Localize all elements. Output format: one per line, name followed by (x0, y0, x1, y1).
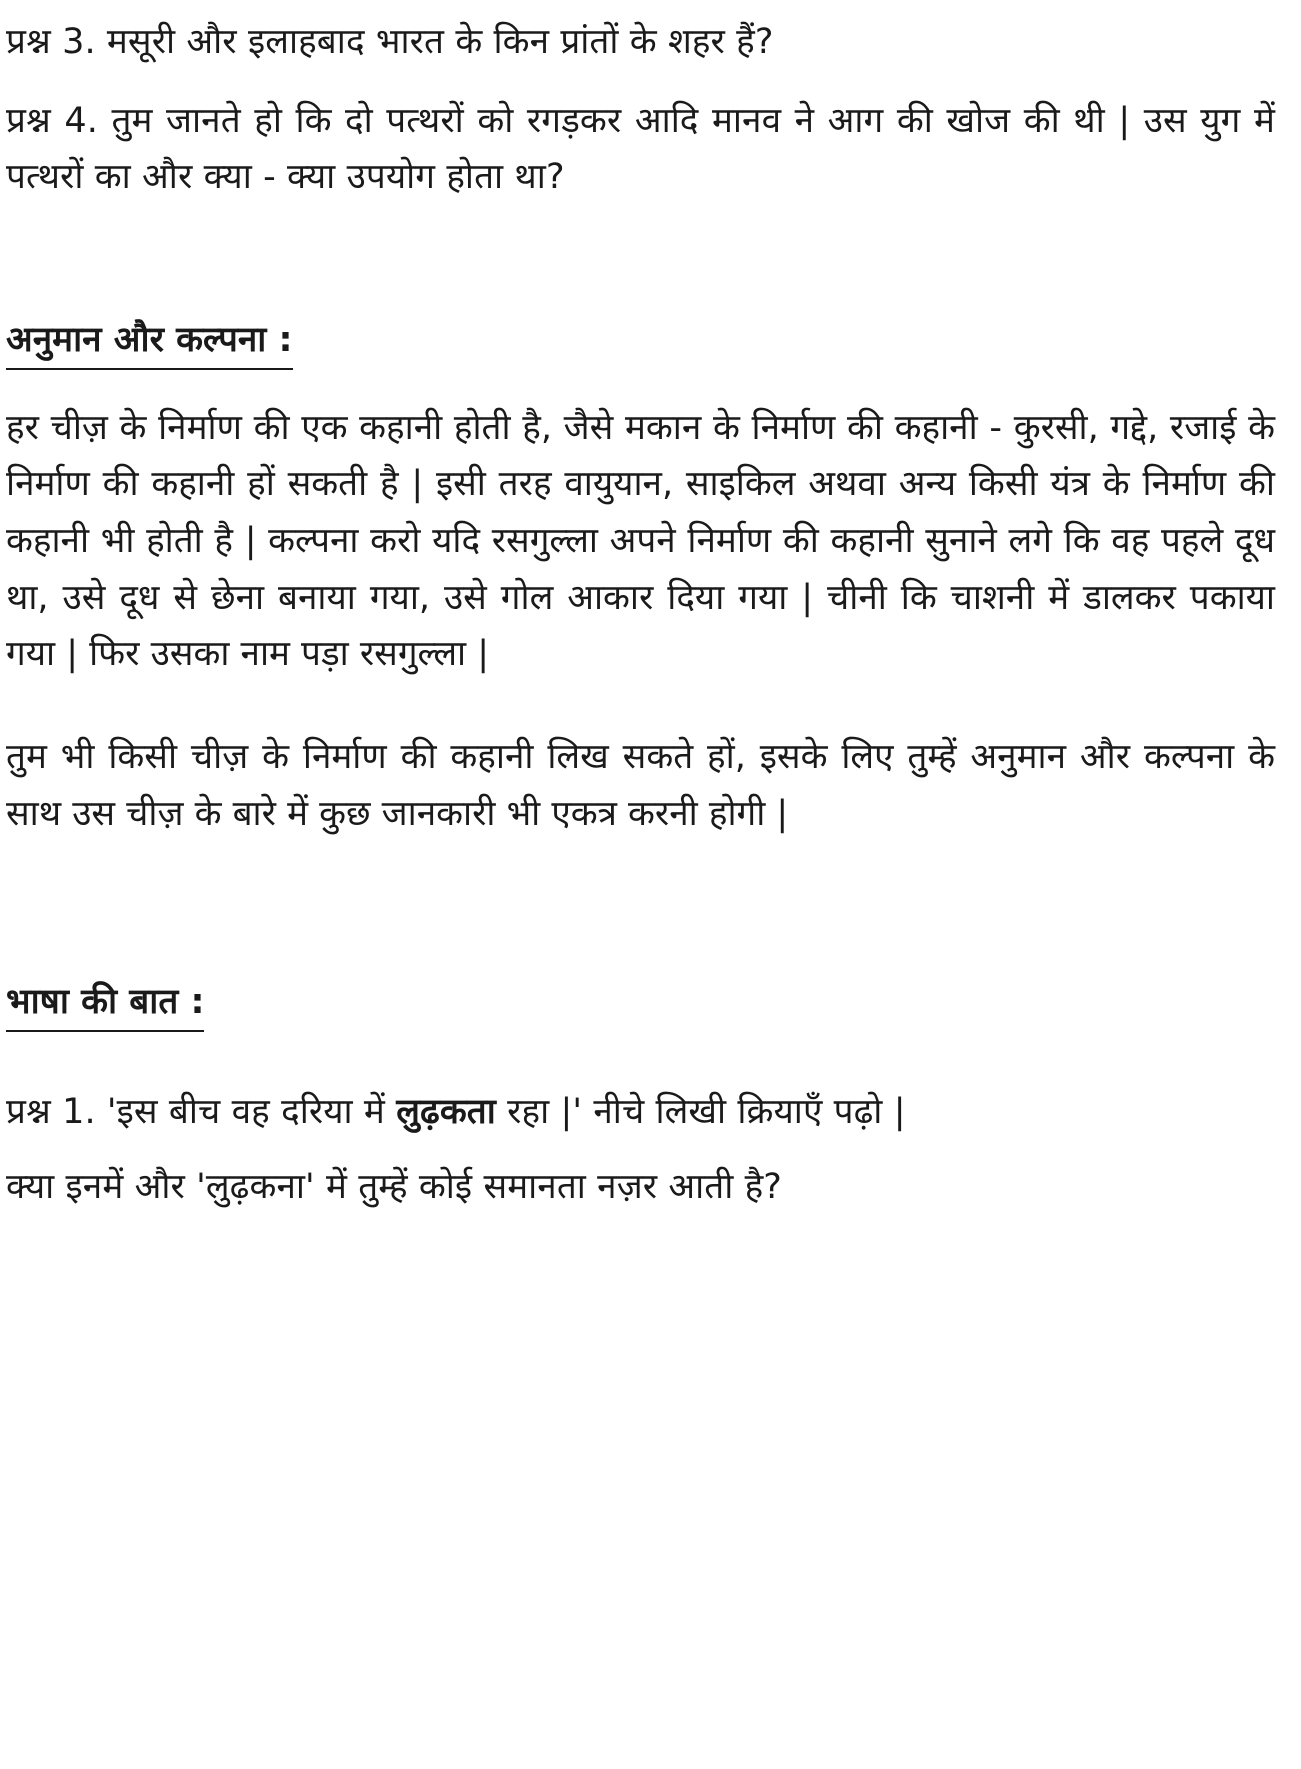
question-4-block (6, 93, 1275, 206)
section-heading-anuman: अनुमान और कल्पना : (6, 314, 293, 370)
bhasha-question-1-line-1 (6, 1084, 1275, 1141)
anuman-paragraph-2: तुम भी किसी चीज़ के निर्माण की कहानी लिख सकते हों, इसके लिए तुम्हें अनुमान और कल्पना के साथ उस चीज़ के बारे में कुछ जानकारी भी एकत्र करनी होगी | (6, 737, 1275, 834)
bhasha-q1-bold-word: लुढ़कता (396, 1091, 496, 1132)
spacer-below-heading-anuman (6, 370, 1275, 400)
question-3-block (6, 14, 1275, 71)
section-bhasha-ki-baat (6, 976, 1275, 1215)
spacer-after-questions (6, 228, 1275, 314)
anuman-paragraph-1: हर चीज़ के निर्माण की एक कहानी होती है, जैसे मकान के निर्माण की कहानी - कुरसी, गद्दे, रजाई के निर्माण की कहानी हों सकती है | इसी तरह वायुयान, साइकिल अथवा अन्य किसी यंत्र के निर्माण की कहानी भी होती है | कल्पना करो यदि रसगुल्ला अपने निर्माण की कहानी सुनाने लगे कि वह पहले दूध था, उसे दूध से छेना बनाया गया, उसे गोल आकार दिया गया | चीनी कि चाशनी में डालकर पकाया गया | फिर उसका नाम पड़ा रसगुल्ला | (6, 407, 1275, 675)
section-anuman-aur-kalpana (6, 314, 1275, 842)
bhasha-q1-part-1: प्रश्न 1. 'इस बीच वह दरिया में (6, 1091, 397, 1132)
bhasha-question-1-line-2: क्या इनमें और 'लुढ़कना' में तुम्हें कोई समानता नज़र आती है? (6, 1166, 782, 1207)
spacer-between-anuman-paragraphs (6, 699, 1275, 729)
question-4-text: प्रश्न 4. तुम जानते हो कि दो पत्थरों को रगड़कर आदि मानव ने आग की खोज की थी | उस युग में पत्थरों का और क्या - क्या उपयोग होता था? (6, 100, 1275, 198)
bhasha-q1-part-2: रहा |' नीचे लिखी क्रियाएँ पढ़ो | (495, 1091, 906, 1132)
spacer-below-heading-bhasha (6, 1032, 1275, 1084)
section-heading-bhasha: भाषा की बात : (6, 976, 204, 1032)
question-3-text: प्रश्न 3. मसूरी और इलाहबाद भारत के किन प्रांतों के शहर हैं? (6, 22, 774, 62)
spacer-before-bhasha (6, 858, 1275, 976)
